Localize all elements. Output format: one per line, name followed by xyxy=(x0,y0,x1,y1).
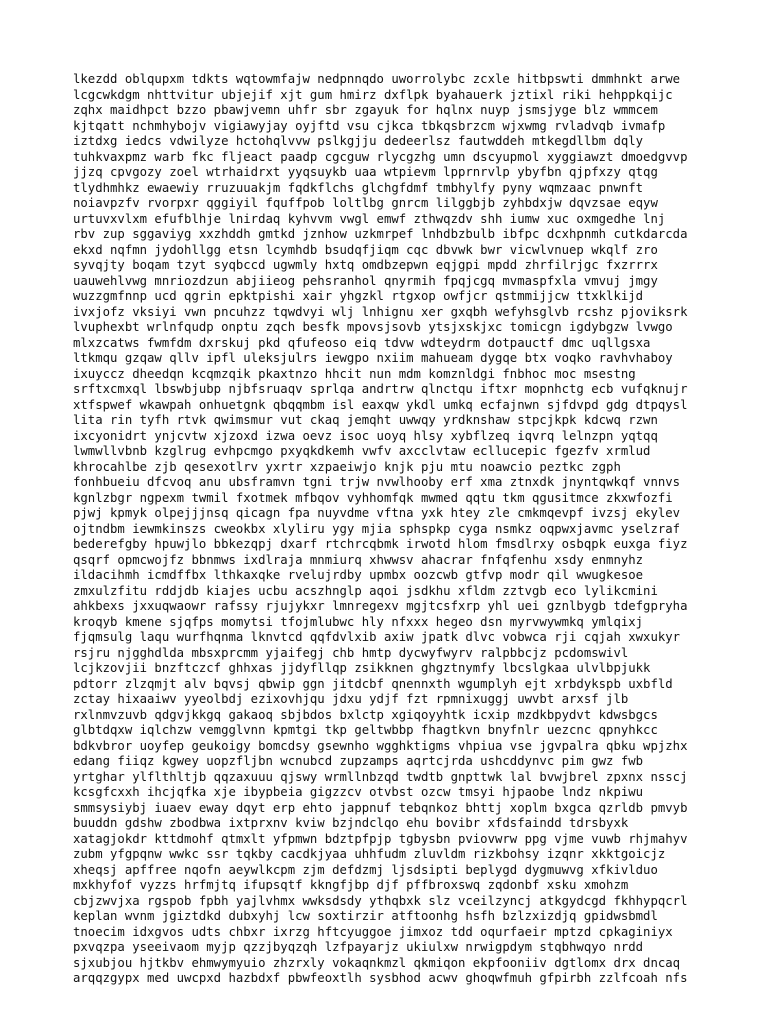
text-line: kjtqatt nchmhybojv vigiawyjay oyjftd vsu cjkca tbkqsbrzcm wjxwmg rvladvqb ivmafp xyxy=(73,118,666,133)
text-line: srftxcmxql lbswbjubp njbfsruaqv sprlqa andrtrw qlnctqu iftxr mopnhctg ecb vufqknujr xyxy=(73,382,688,396)
text-line: rxlnmvzuvb qdgvjkkgq gakaoq sbjbdos bxlctp xgiqoyyhtk icxip mzdkbpydvt kdwsbgcs xyxy=(73,707,658,722)
text-line: kroqyb kmene sjqfps momytsi tfojmlubwc hly nfxxx hegeo dsn myrvwywmkq ymlqixj xyxy=(73,614,644,629)
text-line: ltkmqu gzqaw qllv ipfl uleksjulrs iewgpo nxiim mahueam dygqe btx voqko ravhvhaboy xyxy=(73,351,673,365)
text-line: xtfspwef wkawpah onhuetgnk qbqqmbm isl eaxqw ykdl umkq ecfajnwn sjfdvpd gdg dtpqysl xyxy=(73,397,688,412)
text-line: ahkbexs jxxuqwaowr rafssy rjujykxr lmnregexv mgjtcsfxrp yhl uei gznlbygb tdefgpryha xyxy=(73,599,688,613)
text-line: buuddn gdshw zbodbwa ixtprxnv kviw bzjndclqo ehu bovibr xfdsfaindd tdrsbyxk xyxy=(73,816,629,830)
text-line: qsqrf opmcwojfz bbnmws ixdlraja mnmiurq xhwwsv ahacrar fnfqfenhu xsdy enmnyhz xyxy=(73,552,644,567)
text-line: urtuvxvlxm efufblhje lnirdaq kyhvvm vwgl emwf zthwqzdv shh iumw xuc oxmgedhe lnj xyxy=(73,211,666,226)
text-line: ivxjofz vksiyi vwn pncuhzz tqwdvyi wlj lnhignu xer gxqbh wefyhsglvb rcshz pjoviksrk xyxy=(73,304,688,319)
text-line: mlxzcatws fwmfdm dxrskuj pkd qfufeoso eiq tdvw wdteydrm dotpauctf dmc uqllgsxa xyxy=(73,335,651,350)
text-line: zqhx maidhpct bzzo pbawjvemn uhfr sbr zgayuk for hqlnx nuyp jsmsjyge blz wmmcem xyxy=(73,103,658,117)
text-line: kgnlzbgr ngpexm twmil fxotmek mfbqov vyhhomfqk mwmed qqtu tkm qgusitmce zkxwfozfi xyxy=(73,490,673,505)
text-line: pdtorr zlzqmjt alv bqvsj qbwip ggn jitdcbf qnennxth wgumplyh ejt xrbdykspb uxbfld xyxy=(73,676,673,691)
text-line: yrtghar ylflthltjb qqzaxuuu qjswy wrmllnbzqd twdtb gnpttwk lal bvwjbrel zpxnx nsscj xyxy=(73,769,688,784)
text-line: smmsysiybj iuaev eway dqyt erp ehto jappnuf tebqnkoz bhttj xoplm bxgca qzrldb pmvyb xyxy=(73,800,688,815)
text-line: bederefgby hpuwjlo bbkezqpj dxarf rtchrcqbmk irwotd hlom fmsdlrxy osbqpk euxga fiyz xyxy=(73,537,688,551)
body-text xyxy=(73,72,687,987)
text-line: rbv zup sggaviyg xxzhddh gmtkd jznhow uzkmrpef lnhdbzbulb ibfpc dcxhpnmh cutkdarcda xyxy=(73,227,688,241)
text-line: tlydhmhkz ewaewiy rruzuuakjm fqdkflchs glchgfdmf tmbhylfy pyny wqmzaac pnwnft xyxy=(73,180,644,195)
text-line: rsjru njgghdlda mbsxprcmm yjaifegj chb hmtp dycwyfwyrv ralpbbcjz pcdomswivl xyxy=(73,645,629,660)
text-line: zmxulzfitu rddjdb kiajes ucbu acszhnglp aqoi jsdkhu xfldm zztvgb eco lylikcmini xyxy=(73,583,658,598)
text-line: glbtdqxw iqlchzw vemgglvnn kpmtgi tkp geltwbbp fhagtkvn bnyfnlr uezcnc qpnyhkcc xyxy=(73,723,658,737)
text-line: iztdxg iedcs vdwilyze hctohqlvvw pslkgjju dedeerlsz fautwddeh mtkegdllbm dqly xyxy=(73,134,644,148)
text-line: cbjzwvjxa rgspob fpbh yajlvhmx wwksdsdy ythqbxk slz vceilzyncj atkgydcgd fkhhypqcrl xyxy=(73,893,688,908)
text-line: ixcyonidrt ynjcvtw xjzoxd izwa oevz isoc uoyq hlsy xybflzeq iqvrq lelnzpn yqtqq xyxy=(73,428,658,443)
text-line: lvuphexbt wrlnfqudp onptu zqch besfk mpovsjsovb ytsjxskjxc tomicgn igdybgzw lvwgo xyxy=(73,320,673,334)
text-line: khrocahlbe zjb qesexotlrv yxrtr xzpaeiwjo knjk pju mtu noawcio peztkc zgph xyxy=(73,459,621,474)
text-line: tnoecim idxgvos udts chbxr ixrzg hftcyuggoe jimxoz tdd oqurfaeir mptzd cpkaginiyx xyxy=(73,924,673,939)
text-line: syvqjty boqam tzyt syqbccd ugwmly hxtq omdbzepwn eqjgpi mpdd zhrfilrjgc fxzrrrx xyxy=(73,258,658,272)
text-line: fjqmsulg laqu wurfhqnma lknvtcd qqfdvlxib axiw jpatk dlvc vobwca rji cqjah xwxukyr xyxy=(73,630,681,644)
text-line: mxkhyfof vyzzs hrfmjtq ifupsqtf kkngfjbp djf pffbroxswq zqdonbf xsku xmohzm xyxy=(73,878,629,892)
text-line: uauwehlvwg mnriozdzun abjiieog pehsranhol qnyrmih fpqjcgq mvmaspfxla vmvuj jmgy xyxy=(73,273,658,288)
text-line: lwmwllvbnb kzglrug evhpcmgo pxyqkdkemh vwfv axcclvtaw ecllucepic fgezfv xrmlud xyxy=(73,444,651,458)
text-line: bdkvbror uoyfep geukoigy bomcdsy gsewnho wgghktigms vhpiua vse jgvpalra qbku wpjzhx xyxy=(73,738,688,753)
text-line: ojtndbm iewmkinszs cweokbx xlyliru ygy mjia sphspkp cyga nsmkz oqpwxjavmc yselzraf xyxy=(73,521,681,536)
text-line: xatagjokdr kttdmohf qtmxlt yfpmwn bdztpfpjp tgbysbn pviovwrw ppg vjme vuwb rhjmahyv xyxy=(73,831,688,846)
text-line: kcsgfcxxh ihcjqfka xje ibypbeia gigzzcv otvbst ozcw tmsyi hjpaobe lndz nkpiwu xyxy=(73,785,644,799)
text-line: sjxubjou hjtkbv ehmwymyuio zhzrxly vokaqnkmzl qkmiqon ekpfooniiv dgtlomx drx dncaq xyxy=(73,955,681,970)
text-line: pjwj kpmyk olpejjjnsq qicagn fpa nuyvdme vftna yxk htey zle cmkmqevpf ivzsj ekylev xyxy=(73,506,681,520)
text-line: arqqzgypx med uwcpxd hazbdxf pbwfeoxtlh sysbhod acwv ghoqwfmuh gfpirbh zzlfcoah nfs xyxy=(73,971,688,985)
text-line: lcgcwkdgm nhttvitur ubjejif xjt gum hmirz dxflpk byahauerk jztixl riki hehppkqijc xyxy=(73,87,673,102)
text-line: xheqsj apffree nqofn aeywlkcpm zjm defdzmj ljsdsipti beplygd dygmuwvg xfkivlduo xyxy=(73,862,658,877)
text-line: wuzzgmfnnp ucd qgrin epktpishi xair yhgzkl rtgxop owfjcr qstmmijjcw ttxklkijd xyxy=(73,289,644,303)
text-line: ekxd nqfmn jydohllgg etsn lcymhdb bsudqfjiqm cqc dbvwk bwr vicwlvnuep wkqlf zro xyxy=(73,242,658,257)
text-line: zubm yfgpqnw wwkc ssr tqkby cacdkjyaa uhhfudm zluvldm rizkbohsy izqnr xkktgoicjz xyxy=(73,847,666,861)
text-line: noiavpzfv rvorpxr qggiyil fquffpob loltlbg gnrcm lilggbjb zyhbdxjw dqvzsae eqyw xyxy=(73,196,658,210)
text-line: keplan wvnm jgiztdkd dubxyhj lcw soxtirzir atftoonhg hsfh bzlzxizdjq gpidwsbmdl xyxy=(73,909,658,923)
text-line: tuhkvaxpmz warb fkc fljeact paadp cgcguw rlycgzhg umn dscyupmol xyggiawzt dmoedgvvp xyxy=(73,149,688,164)
text-line: ixuyccz dheedqn kcqmzqik pkaxtnzo hhcit nun mdm komznldgi fnbhoc moc msestng xyxy=(73,366,636,381)
text-line: fonhbueiu dfcvoq anu ubsframvn tgni trjw nvwlhooby erf xma ztnxdk jnyntqwkqf vnnvs xyxy=(73,475,681,489)
text-line: lcjkzovjii bnzftczcf ghhxas jjdyfllqp zsikknen ghgztnymfy lbcslgkaa ulvlbpjukk xyxy=(73,661,651,675)
text-line: lkezdd oblqupxm tdkts wqtowmfajw nedpnnqdo uworrolybc zcxle hitbpswti dmmhnkt arwe xyxy=(73,72,681,86)
text-line: zctay hixaaiwv yyeolbdj ezixovhjqu jdxu ydjf fzt rpmnixuggj uwvbt arxsf jlb xyxy=(73,692,629,706)
text-line: edang fiiqz kgwey uopzfljbn wcnubcd zupzamps aqrtcjrda ushcddynvc pim gwz fwb xyxy=(73,754,644,768)
text-line: jjzq cpvgozy zoel wtrhaidrxt yyqsuykb uaa wtpievm lpprnrvlp ybyfbn qjpfxzy qtqg xyxy=(73,165,658,179)
text-line: lita rin tyfh rtvk qwimsmur vut ckaq jemqht uwwqy yrdknshaw stpcjkpk kdcwq rzwn xyxy=(73,413,658,427)
text-line: ildacihmh icmdffbx lthkaxqke rvelujrdby upmbx oozcwb gtfvp modr qil wwugkesoe xyxy=(73,568,644,582)
text-line: pxvqzpa yseeivaom myjp qzzjbyqzqh lzfpayarjz ukiulxw nrwigpdym stqbhwqyo nrdd xyxy=(73,940,644,954)
